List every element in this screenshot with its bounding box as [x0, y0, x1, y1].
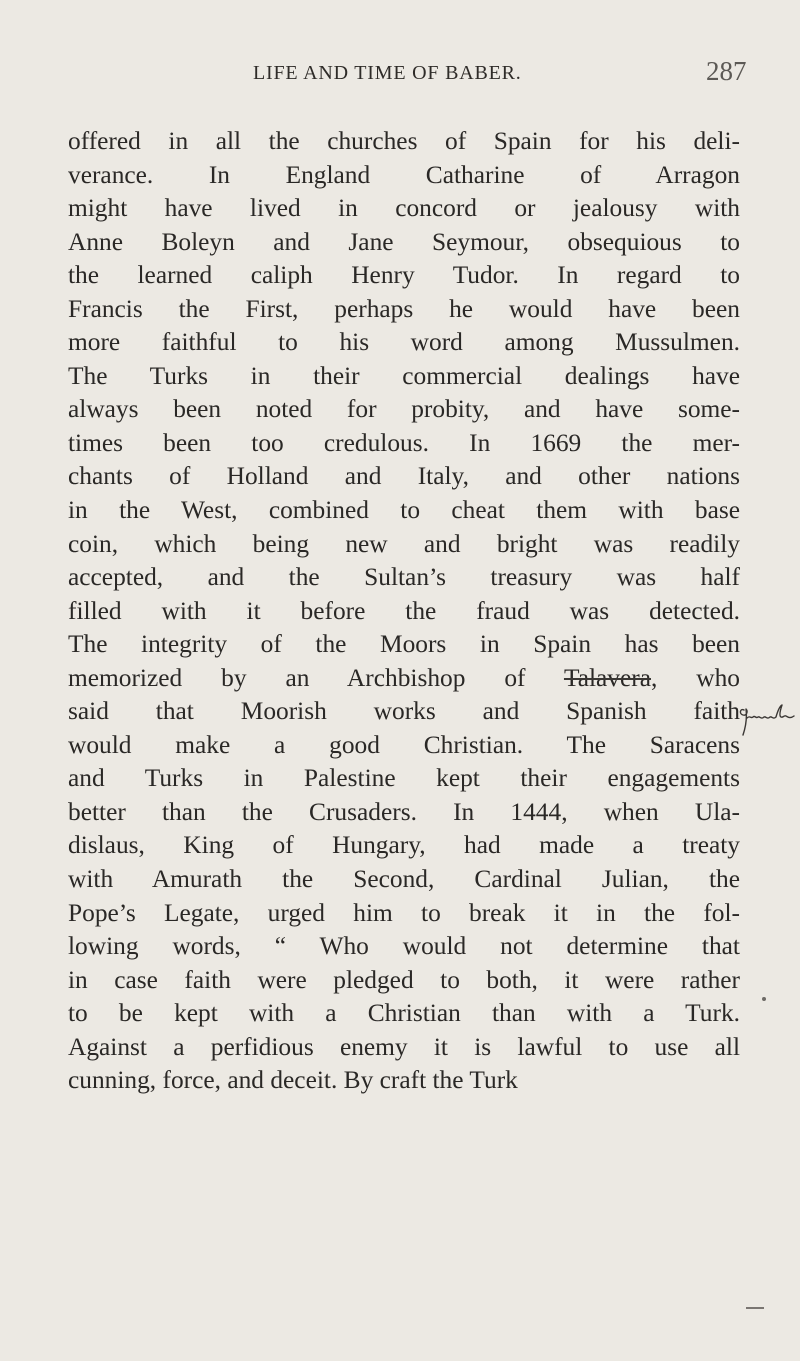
- text-line: in the West, combined to cheat them with base: [68, 496, 740, 525]
- text-line: more faithful to his word among Mussulmen.: [68, 328, 740, 357]
- text-line: chants of Holland and Italy, and other nations: [68, 462, 740, 491]
- running-head: [0, 56, 800, 90]
- text-line: offered in all the churches of Spain for his deli-: [68, 127, 740, 155]
- text-line: better than the Crusaders. In 1444, when Ula-: [68, 797, 740, 826]
- text-line: verance. In England Catharine of Arragon: [68, 160, 740, 189]
- body-text: [68, 125, 740, 1098]
- text-line: coin, which being new and bright was readily: [68, 529, 740, 558]
- bottom-rule-mark: [746, 1307, 764, 1309]
- text-line: Against a perfidious enemy it is lawful to use all: [68, 1032, 740, 1061]
- text-line: dislaus, King of Hungary, had made a treaty: [68, 831, 740, 860]
- text-line: The integrity of the Moors in Spain has been: [68, 630, 740, 659]
- handwritten-margin-note: [738, 702, 796, 740]
- text-line: said that Moorish works and Spanish faith: [68, 697, 740, 726]
- text-line: accepted, and the Sultan’s treasury was half: [68, 563, 740, 592]
- text-line: Anne Boleyn and Jane Seymour, obsequious to: [68, 227, 740, 256]
- text-line: lowing words, “ Who would not determine that: [68, 932, 740, 961]
- struck-out-word: Talavera: [563, 663, 651, 692]
- handwriting-stroke: [740, 705, 794, 735]
- text-line: times been too credulous. In 1669 the mer-: [68, 428, 740, 457]
- text-line: cunning, force, and deceit. By craft the Turk: [68, 1066, 518, 1095]
- text-line: Francis the First, perhaps he would have been: [68, 294, 740, 323]
- text-line: the learned caliph Henry Tudor. In regard to: [68, 261, 740, 290]
- text-line: to be kept with a Christian than with a Turk.: [68, 999, 740, 1028]
- text-line: Pope’s Legate, urged him to break it in the fol-: [68, 898, 740, 927]
- text-segment: , who: [650, 663, 740, 692]
- text-segment: memorized by an Archbishop of: [68, 663, 564, 692]
- page-number: 287: [706, 56, 747, 86]
- text-line: in case faith were pledged to both, it were rather: [68, 965, 740, 994]
- running-title: LIFE AND TIME OF BABER.: [253, 62, 522, 84]
- text-line: The Turks in their commercial dealings have: [68, 361, 740, 390]
- text-line: and Turks in Palestine kept their engagements: [68, 764, 740, 793]
- text-line: with Amurath the Second, Cardinal Julian, the: [68, 865, 740, 894]
- text-line-with-correction: [68, 662, 740, 696]
- text-line: would make a good Christian. The Saracens: [68, 730, 740, 759]
- text-line: might have lived in concord or jealousy with: [68, 194, 740, 223]
- paper-speck: [762, 997, 766, 1001]
- text-line: filled with it before the fraud was detected.: [68, 596, 740, 625]
- text-line: always been noted for probity, and have some-: [68, 395, 740, 424]
